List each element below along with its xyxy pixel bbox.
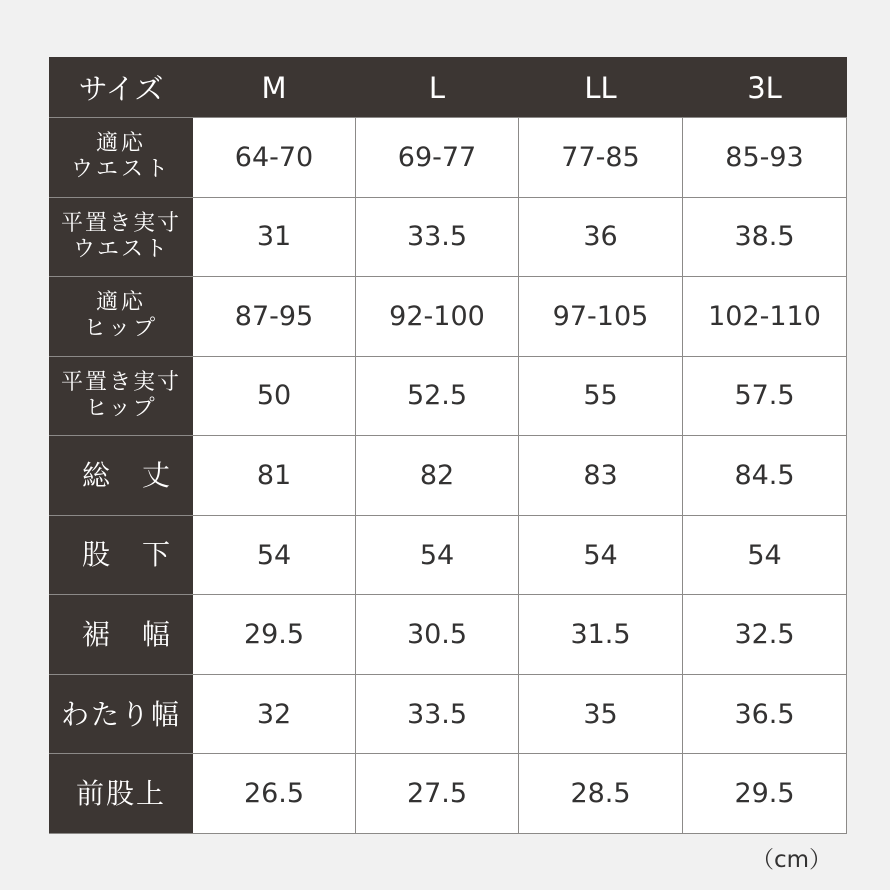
- header-size-ll: LL: [519, 58, 683, 118]
- table-cell: 54: [193, 515, 356, 595]
- row-label-line: ウエスト: [72, 236, 169, 262]
- table-cell: 87-95: [193, 277, 356, 357]
- table-row: [50, 595, 847, 675]
- table-cell: 102-110: [683, 277, 847, 357]
- row-label-waist-fit: [50, 118, 193, 198]
- table-cell: 92-100: [356, 277, 519, 357]
- row-label-line: 股下: [82, 538, 203, 572]
- table-cell: 64-70: [193, 118, 356, 198]
- table-cell: 54: [683, 515, 847, 595]
- row-label-front-rise: [50, 754, 193, 834]
- table-cell: 57.5: [683, 356, 847, 436]
- row-label-hem-width: [50, 595, 203, 675]
- table-cell: 26.5: [193, 754, 356, 834]
- row-label-thigh-width: [50, 674, 193, 754]
- table-cell: 82: [356, 436, 519, 516]
- table-cell: 84.5: [683, 436, 847, 516]
- table-row: [50, 436, 847, 516]
- table-row: [50, 754, 847, 834]
- table-cell: 29.5: [193, 595, 356, 675]
- table-cell: 31: [193, 197, 356, 277]
- header-size-l: L: [356, 58, 519, 118]
- row-label-line: 適応: [95, 290, 146, 316]
- table-cell: 32.5: [683, 595, 847, 675]
- table-row: [50, 356, 847, 436]
- table-cell: 55: [519, 356, 683, 436]
- row-label-line: ウエスト: [70, 157, 171, 183]
- table-cell: 35: [519, 674, 683, 754]
- table-cell: 29.5: [683, 754, 847, 834]
- table-cell: 52.5: [356, 356, 519, 436]
- row-label-waist-flat: [50, 197, 193, 277]
- row-label-line: ヒップ: [85, 395, 157, 421]
- table-cell: 97-105: [519, 277, 683, 357]
- row-label-hip-flat: [50, 356, 193, 436]
- table-cell: 77-85: [519, 118, 683, 198]
- row-label-line: ヒップ: [83, 316, 159, 342]
- table-cell: 83: [519, 436, 683, 516]
- table-cell: 32: [193, 674, 356, 754]
- unit-note: （cm）: [750, 847, 832, 873]
- row-label-hip-fit: [50, 277, 193, 357]
- header-size-m: M: [193, 58, 356, 118]
- size-chart-table: [49, 57, 847, 834]
- row-label-inseam: [50, 515, 203, 595]
- row-label-line: 裾幅: [82, 618, 203, 652]
- table-cell: 38.5: [683, 197, 847, 277]
- row-label-line: 平置き実寸: [60, 210, 181, 236]
- row-label-line: 総丈: [82, 458, 203, 492]
- table-cell: 36.5: [683, 674, 847, 754]
- row-label-line: 前股上: [75, 777, 166, 811]
- table-cell: 30.5: [356, 595, 519, 675]
- table-cell: 33.5: [356, 197, 519, 277]
- row-label-line: 平置き実寸: [60, 369, 181, 395]
- table-cell: 50: [193, 356, 356, 436]
- table-cell: 81: [193, 436, 356, 516]
- row-label-total-length: [50, 436, 203, 516]
- table-row: [50, 674, 847, 754]
- table-cell: 54: [356, 515, 519, 595]
- table-cell: 31.5: [519, 595, 683, 675]
- table-cell: 28.5: [519, 754, 683, 834]
- row-label-line: わたり幅: [60, 697, 181, 731]
- header-row: [50, 58, 847, 118]
- table-cell: 85-93: [683, 118, 847, 198]
- table-row: [50, 515, 847, 595]
- table-cell: 54: [519, 515, 683, 595]
- table-cell: 69-77: [356, 118, 519, 198]
- table-cell: 33.5: [356, 674, 519, 754]
- header-size-3l: 3L: [683, 58, 847, 118]
- table-row: [50, 277, 847, 357]
- row-label-line: 適応: [95, 131, 146, 157]
- table-cell: 36: [519, 197, 683, 277]
- header-label-size: サイズ: [50, 58, 193, 118]
- table-row: [50, 197, 847, 277]
- table-cell: 27.5: [356, 754, 519, 834]
- table-row: [50, 118, 847, 198]
